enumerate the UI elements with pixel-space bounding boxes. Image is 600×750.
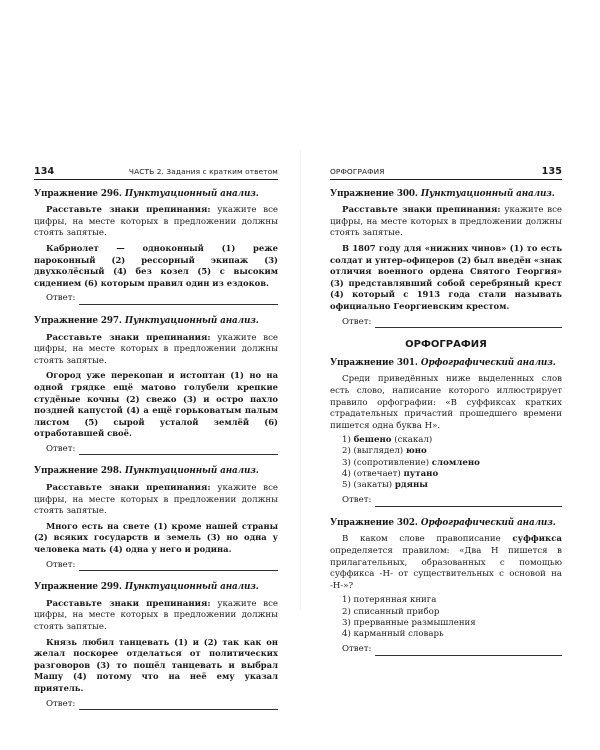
option-item: 4) карманный словарь	[342, 629, 444, 640]
answer-label: Ответ:	[342, 316, 372, 327]
option-item: 2) (выглядел) юно	[342, 446, 427, 457]
options-list	[330, 435, 562, 491]
answer-row	[34, 560, 278, 572]
option-item: 4) (отвечает) путано	[342, 468, 439, 479]
answer-row	[330, 495, 562, 507]
exercise-title: Упражнение 299. Пунктуационный анализ.	[34, 582, 259, 593]
exercise-title: Упражнение 301. Орфографический анализ.	[330, 357, 556, 368]
left-page	[34, 166, 278, 721]
answer-row	[330, 644, 562, 656]
exercise-298	[34, 466, 278, 571]
exercise-text: В 1807 году для «нижних чинов» (1) то есть солдат и унтер-офицеров (2) был введён «знак отличия военного ордена Святого Георгия» (3) представлявший собой серебряный крест (4) который с 1913 года стали называть официально Георгиевским крестом.	[330, 242, 562, 311]
option-item: 5) (закаты) рдяны	[342, 480, 428, 491]
answer-line[interactable]	[79, 701, 278, 710]
exercise-title: Упражнение 300. Пунктуационный анализ.	[330, 188, 555, 199]
exercise-instruction: Расставьте знаки препинания: укажите все цифры, на месте которых в предложении должны стоять запятые.	[34, 483, 278, 517]
page-number: 135	[541, 166, 562, 177]
option-item: 3) (сопротивление) сломлено	[342, 457, 480, 468]
answer-label: Ответ:	[46, 443, 76, 454]
exercise-text: В каком слове правописание суффикса определяется правилом: «Два Н пишется в прилагательных, образованных с помощью суффикса -Н- от существительных с основой на -Н-»?	[330, 534, 562, 591]
book-spine	[300, 150, 301, 610]
right-page	[330, 166, 562, 667]
exercise-instruction: Расставьте знаки препинания: укажите все цифры, на месте которых в предложении должны стоять запятые.	[330, 205, 562, 239]
answer-line[interactable]	[79, 562, 278, 571]
exercise-instruction: Расставьте знаки препинания: укажите все цифры, на месте которых в предложении должны стоять запятые.	[34, 598, 278, 632]
exercise-title: Упражнение 302. Орфографический анализ.	[330, 517, 556, 528]
exercise-301	[330, 358, 562, 507]
answer-label: Ответ:	[46, 293, 76, 304]
answer-label: Ответ:	[342, 644, 372, 655]
answer-label: Ответ:	[46, 559, 76, 570]
left-running-header	[34, 166, 278, 180]
answer-row	[34, 293, 278, 305]
answer-row	[34, 444, 278, 456]
exercise-text: Кабриолет — одноконный (1) реже пароконный (2) рессорный экипаж (3) двухколёсный (4) без козел (5) с высоким сидением (6) которым правил один из ездоков.	[34, 242, 278, 288]
exercise-302	[330, 518, 562, 656]
answer-label: Ответ:	[342, 495, 372, 506]
answer-row	[330, 317, 562, 329]
answer-label: Ответ:	[46, 698, 76, 709]
exercise-instruction: Расставьте знаки препинания: укажите все цифры, на месте которых в предложении должны стоять запятые.	[34, 332, 278, 366]
answer-row	[34, 699, 278, 711]
exercise-text: Огород уже перекопан и истоптан (1) но на одной грядке ещё матово голубели крепкие студёные кочны (2) свежо (3) и остро пахло поздней капустой (4) а ещё горьковатым палым листом (5) сырой усталой землёй (6) отработавшей своё.	[34, 370, 278, 439]
exercise-299	[34, 582, 278, 710]
exercise-title: Упражнение 298. Пунктуационный анализ.	[34, 466, 259, 477]
exercise-text: Много есть на свете (1) кроме нашей страны (2) всяких государств и земель (3) но одна у человека мать (4) одна у него и родина.	[34, 520, 278, 555]
exercise-title: Упражнение 296. Пунктуационный анализ.	[34, 188, 259, 199]
option-item: 1) бешено (скакал)	[342, 435, 433, 446]
exercise-instruction: Расставьте знаки препинания: укажите все цифры, на месте которых в предложении должны стоять запятые.	[34, 205, 278, 239]
exercise-297	[34, 316, 278, 456]
exercise-title: Упражнение 297. Пунктуационный анализ.	[34, 315, 259, 326]
answer-line[interactable]	[79, 296, 278, 305]
answer-line[interactable]	[375, 319, 562, 328]
answer-line[interactable]	[79, 446, 278, 455]
options-list	[330, 595, 562, 640]
exercise-text: Среди приведённых ниже выделенных слов есть слово, написание которого иллюстрирует правило орфографии: «В суффиксах кратких страдательных причастий прошедшего времени пишется одна буква Н».	[330, 374, 562, 431]
exercise-text: Князь любил танцевать (1) и (2) так как он желал поскорее отделаться от политических разговоров (3) то пошёл танцевать и выбрал Машу (4) потому что на неё ему указал приятель.	[34, 636, 278, 693]
answer-line[interactable]	[375, 498, 562, 507]
option-item: 1) потерянная книга	[342, 595, 437, 606]
page-number: 134	[34, 166, 55, 177]
option-item: 2) списанный прибор	[342, 606, 440, 617]
right-running-header	[330, 166, 562, 180]
option-item: 3) прерванные размышления	[342, 617, 476, 628]
running-title: ОРФОГРАФИЯ	[330, 167, 385, 176]
section-title: ОРФОГРАФИЯ	[405, 339, 487, 351]
running-title: ЧАСТЬ 2. Задания с кратким ответом	[128, 167, 278, 176]
exercise-300	[330, 189, 562, 329]
exercise-296	[34, 189, 278, 305]
answer-line[interactable]	[375, 647, 562, 656]
